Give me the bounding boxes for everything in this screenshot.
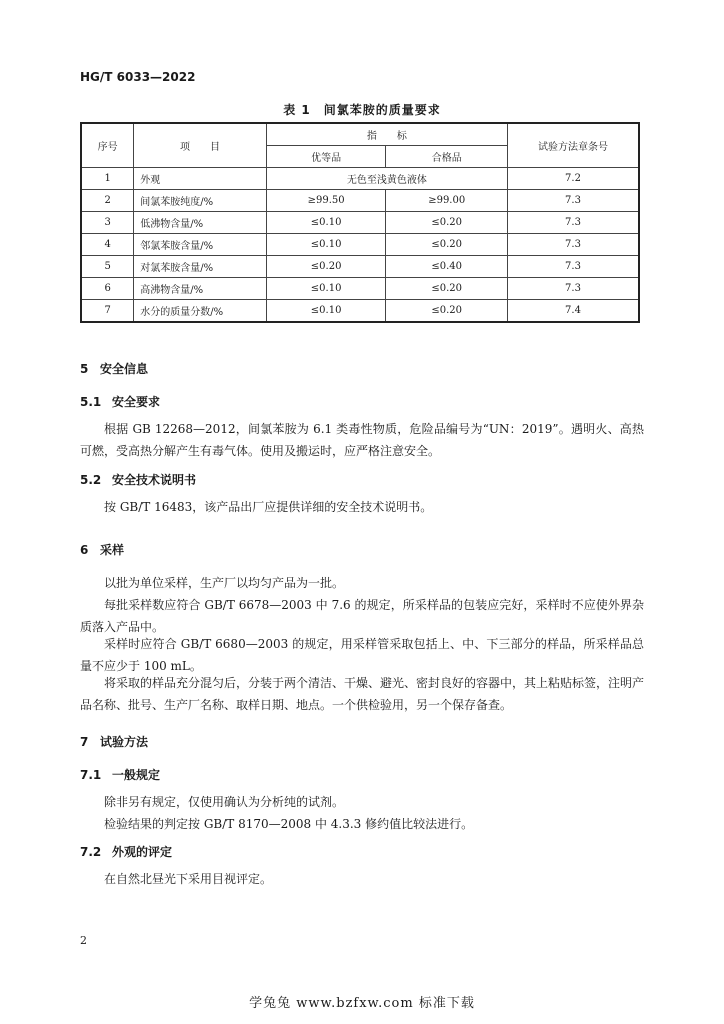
cell-no: 4 [81,234,134,256]
cell-qualified: ≤0.20 [386,234,508,256]
header-no: 序号 [81,123,134,168]
header-item: 项 目 [134,123,267,168]
section-number: 7.1 [80,768,102,782]
paragraph: 在自然北昼光下采用目视评定。 [104,872,273,886]
paragraph: 以批为单位采样，生产厂以均匀产品为一批。 [104,576,345,590]
section-5-2-heading [80,471,196,488]
table-row [81,278,639,300]
cell-item: 高沸物含量/% [134,278,267,300]
cell-superior: ≤0.10 [266,212,386,234]
cell-superior: ≥99.50 [266,190,386,212]
section-number: 7 [80,735,89,749]
section-6-heading [80,541,124,558]
cell-method: 7.3 [508,278,639,300]
section-7-2-heading [80,843,172,860]
cell-item: 对氯苯胺含量/% [134,256,267,278]
section-number: 5 [80,362,89,376]
cell-no: 6 [81,278,134,300]
section-5-heading [80,360,148,377]
cell-method: 7.3 [508,256,639,278]
section-number: 7.2 [80,845,102,859]
paragraph: 根据 GB 12268—2012，间氯苯胺为 6.1 类毒性物质，危险品编号为“UN：2019”。遇明火、高热可燃，受高热分解产生有毒气体。使用及搬运时，应严格注意安全。 [80,422,644,458]
section-number: 6 [80,543,89,557]
section-title: 外观的评定 [112,845,173,859]
cell-item: 外观 [134,168,267,190]
section-title: 安全要求 [112,395,161,409]
cell-qualified: ≤0.20 [386,278,508,300]
section-title: 安全信息 [100,362,149,376]
cell-no: 3 [81,212,134,234]
cell-superior: ≤0.10 [266,234,386,256]
section-title: 采样 [100,543,125,557]
cell-qualified: ≤0.20 [386,300,508,323]
paragraph: 将采取的样品充分混匀后，分装于两个清洁、干燥、避光、密封良好的容器中，其上粘贴标签，注明产品名称、批号、生产厂名称、取样日期、地点。一个供检验用，另一个保存备查。 [80,676,645,712]
table-row [81,190,639,212]
cell-superior: ≤0.10 [266,278,386,300]
section-7-1-heading [80,766,160,783]
cell-no: 2 [81,190,134,212]
table-row [81,212,639,234]
cell-method: 7.3 [508,234,639,256]
cell-item: 间氯苯胺纯度/% [134,190,267,212]
cell-item: 邻氯苯胺含量/% [134,234,267,256]
header-index: 指 标 [266,123,507,146]
section-title: 试验方法 [100,735,149,749]
section-7-heading [80,733,148,750]
cell-method: 7.4 [508,300,639,323]
cell-no: 1 [81,168,134,190]
paragraph: 按 GB/T 16483，该产品出厂应提供详细的安全技术说明书。 [104,500,433,514]
header-superior: 优等品 [266,146,386,168]
cell-superior: ≤0.10 [266,300,386,323]
table-row [81,300,639,323]
cell-superior: ≤0.20 [266,256,386,278]
table-row [81,256,639,278]
cell-item: 水分的质量分数/% [134,300,267,323]
header-qualified: 合格品 [386,146,508,168]
cell-item: 低沸物含量/% [134,212,267,234]
paragraph: 采样时应符合 GB/T 6680—2003 的规定，用采样管采取包括上、中、下三部分的样品，所采样品总量不应少于 100 mL。 [80,637,644,673]
page-number: 2 [80,934,87,947]
cell-no: 5 [81,256,134,278]
header-method: 试验方法章条号 [508,123,639,168]
cell-qualified: ≤0.40 [386,256,508,278]
cell-method: 7.3 [508,190,639,212]
quality-requirements-table [80,122,640,323]
table-caption: 表 1 间氯苯胺的质量要求 [283,103,441,117]
section-number: 5.1 [80,395,102,409]
table-row [81,234,639,256]
paragraph: 检验结果的判定按 GB/T 8170—2008 中 4.3.3 修约值比较法进行。 [104,817,474,831]
standard-code: HG/T 6033—2022 [80,70,196,84]
table-row [81,168,639,190]
section-title: 安全技术说明书 [112,473,197,487]
cell-no: 7 [81,300,134,323]
section-number: 5.2 [80,473,102,487]
paragraph: 除非另有规定，仅使用确认为分析纯的试剂。 [104,795,345,809]
section-title: 一般规定 [112,768,161,782]
cell-method: 7.3 [508,212,639,234]
footer-watermark-text: 学兔兔 www.bzfxw.com 标准下载 [249,996,475,1011]
cell-method: 7.2 [508,168,639,190]
paragraph: 每批采样数应符合 GB/T 6678—2003 中 7.6 的规定，所采样品的包装应完好，采样时不应使外界杂质落入产品中。 [80,598,644,634]
cell-merged-value: 无色至浅黄色液体 [266,168,507,190]
cell-qualified: ≥99.00 [386,190,508,212]
section-5-1-heading [80,393,160,410]
cell-qualified: ≤0.20 [386,212,508,234]
